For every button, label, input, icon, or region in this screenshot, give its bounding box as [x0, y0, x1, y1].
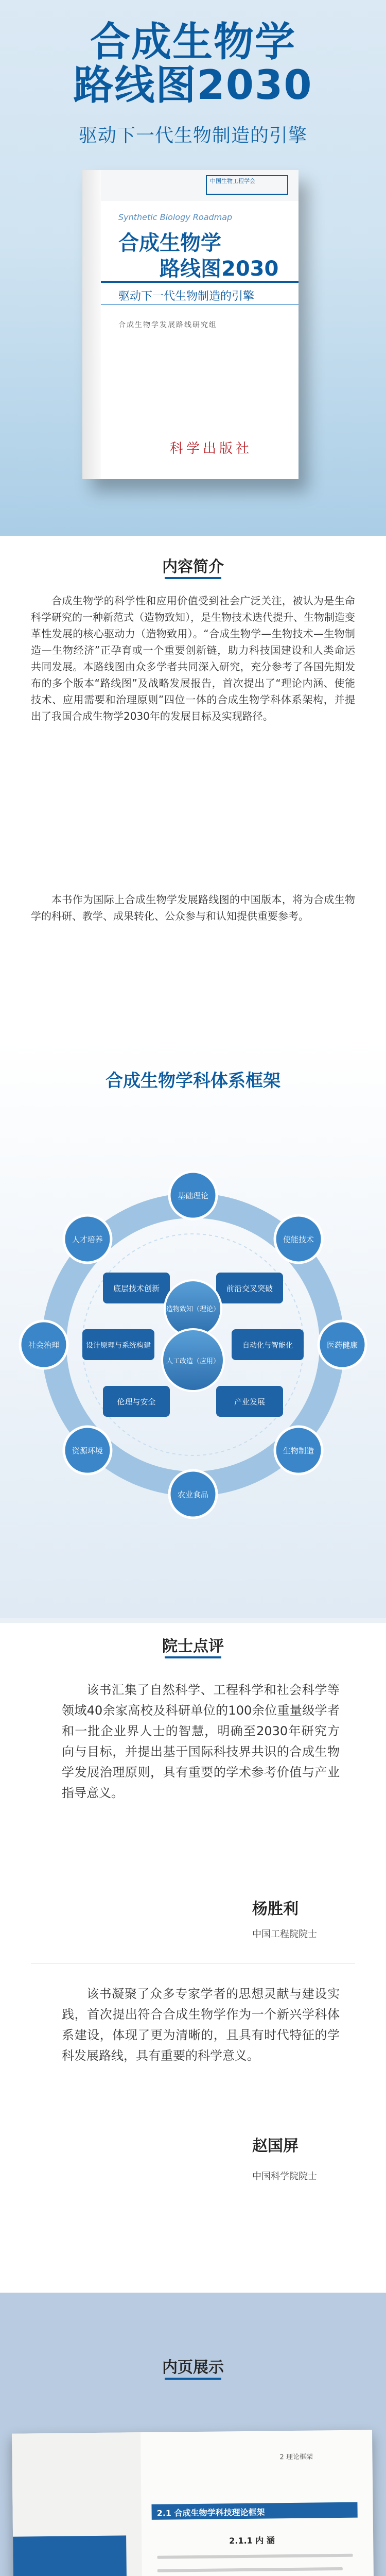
book-subtitle: 驱动下一代生物制造的引擎: [118, 290, 255, 303]
inner-block-top-left-label: 底层技术创新: [113, 1284, 160, 1293]
hero-banner: [0, 0, 386, 546]
text-line: [157, 2567, 343, 2572]
outer-node-label-2: 医药健康: [326, 1341, 358, 1350]
inner-block-bottom-right-label: 产业发展: [234, 1397, 266, 1406]
book-divider-thin: [101, 304, 299, 305]
framework-title: 合成生物学科体系框架: [106, 1071, 280, 1091]
text-line: [157, 2554, 353, 2559]
book-english-title: Synthetic Biology Roadmap: [118, 212, 233, 222]
comments-title: 院士点评: [162, 1637, 224, 1655]
comment-1-text: 该书汇集了自然科学、工程科学和社会科学等领域40余家高校及科研单位的100余位重量级学者和一批企业界人士的智慧，明确至2030年研究方向与目标，并提出基于国际科技界共识的合成生物学发展治理原则，具有重要的学术参考价值与产业指导意义。: [62, 1683, 340, 1800]
book-logo: 中国生物工程学会: [206, 175, 288, 195]
inner-pages-title-underline: [165, 2378, 221, 2380]
outer-node-label-3: 生物制造: [283, 1446, 314, 1456]
comment-2-text: 该书凝聚了众多专家学者的思想灵献与建设实践，首次提出符合合成生物学作为一个新兴学科体系建设，体现了更为清晰的，且具有时代特征的学科发展路线，具有重要的科学意义。: [62, 1987, 340, 2063]
outer-node-label-4: 农业食品: [177, 1490, 209, 1499]
inner-pages-title: 内页展示: [162, 2359, 224, 2377]
book-title-line1: 合成生物学: [118, 231, 221, 255]
outer-node-label-6: 社会治理: [28, 1341, 60, 1350]
hero-subtitle: 驱动下一代生物制造的引擎: [78, 125, 307, 146]
chapter-tab: [13, 2535, 127, 2576]
inner-page-1-header: 2 理论框架: [279, 2453, 313, 2462]
comment-2-author: 赵国屏: [252, 2137, 299, 2155]
inner-block-top-right-label: 前沿交叉突破: [226, 1284, 273, 1293]
book-cover: [82, 170, 299, 479]
comment-1-author: 杨胜利: [252, 1900, 299, 1918]
book-divider: [101, 281, 299, 283]
intro-title: 内容简介: [162, 558, 224, 576]
outer-node-label-5: 资源环境: [72, 1446, 103, 1456]
inner-page-1-subheading-1: 2.1.1 内 涵: [229, 2535, 275, 2546]
framework-diagram: [0, 1103, 386, 1607]
inner-block-bottom-left-label: 伦理与安全: [117, 1397, 156, 1406]
book-spine: [82, 170, 101, 479]
outer-node-label-7: 人才培养: [72, 1234, 103, 1244]
center-top-label: 造物致知（理论）: [166, 1306, 220, 1313]
inner-page-1-section-heading: 2.1 合成生物学科技理论框架: [151, 2502, 357, 2520]
inner-page-1: [12, 2430, 379, 2576]
hero-title-line2: 路线图2030: [73, 62, 313, 109]
comment-1-role: 中国工程院院士: [252, 1929, 317, 1940]
comments-title-underline: [165, 1656, 221, 1658]
intro-title-underline: [165, 577, 221, 579]
book-publisher: 科学出版社: [170, 441, 253, 456]
outer-node-label-0: 基础理论: [177, 1191, 209, 1200]
inner-block-right-label: 自动化与智能化: [242, 1342, 293, 1350]
hero-title: [0, 21, 386, 107]
intro-paragraph-1: 合成生物学的科学性和应用价值受到社会广泛关注，被认为是生命科学研究的一种新范式（造物致知），是生物技术迭代提升、生物制造变革性发展的核心驱动力（造物致用）。“合成生物学—生物技术—生物制造—生物经济”正孕育或一个重要创新链，助力科技国建设和人类命运共同发展。本路线图由众多学者共同深入研究，充分参考了各国先期发布的多个版本“路线图”及战略发展报告，首次提出了“理论内涵、使能技术、应用需要和治理原则”四位一体的合成生物学科体系架构，并提出了我国合成生物学2030年的发展目标及实现路径。: [31, 595, 355, 722]
hero-title-line1: 合成生物学: [90, 19, 296, 65]
outer-node-label-1: 使能技术: [283, 1234, 314, 1244]
inner-block-left-label: 设计原理与系统构建: [86, 1342, 151, 1350]
intro-paragraph-2: 本书作为国际上合成生物学发展路线图的中国版本，将为合成生物学的科研、教学、成果转化、公众参与和认知提供重要参考。: [31, 893, 355, 922]
book-title-line2: 路线图2030: [160, 257, 279, 281]
book-editor: 合成生物学发展路线研究组: [118, 321, 217, 329]
center-label: 人工改造（应用）: [166, 1358, 220, 1365]
comment-2-role: 中国科学院院士: [252, 2171, 317, 2182]
